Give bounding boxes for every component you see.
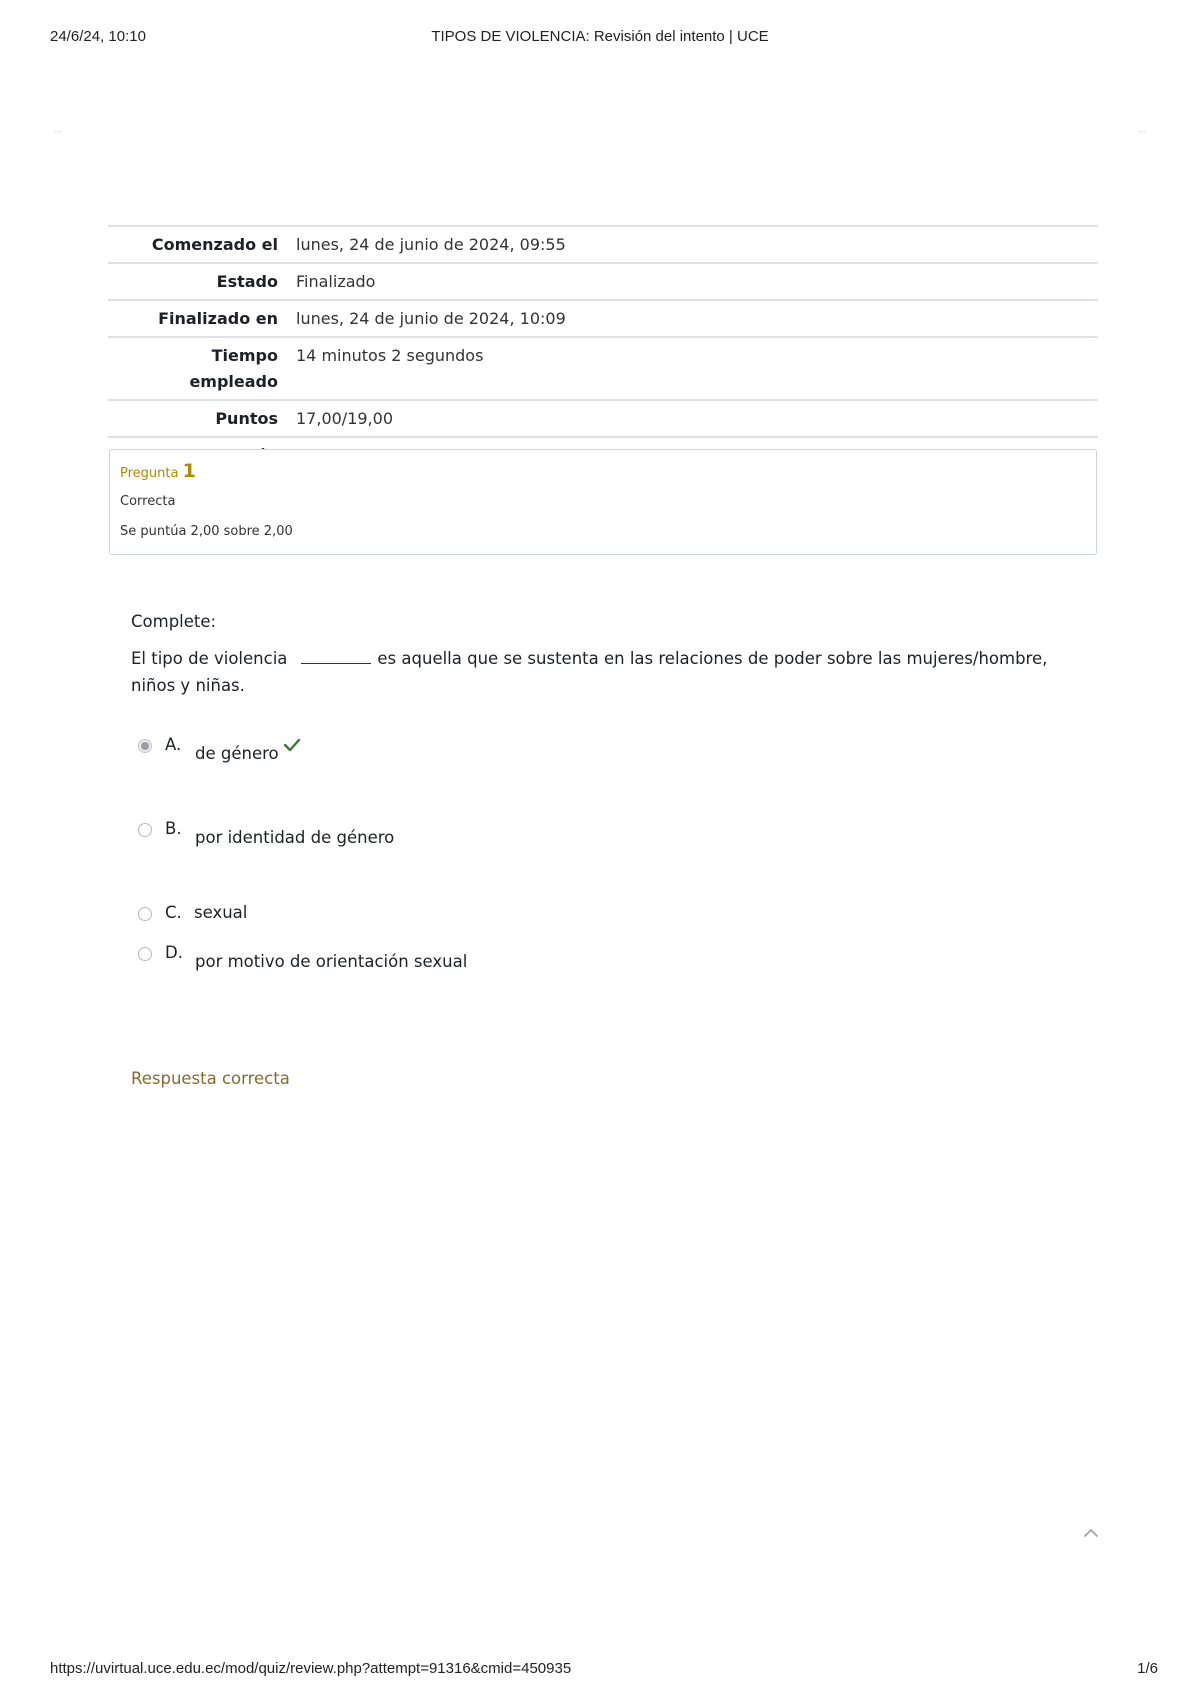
summary-label: Finalizado en [158,309,278,328]
summary-label: Estado [216,272,278,291]
summary-row-points [108,400,1098,437]
print-datetime: 24/6/24, 10:10 [50,28,146,45]
summary-value: lunes, 24 de junio de 2024, 09:55 [296,235,566,254]
radio-button[interactable] [138,907,152,921]
question-text: El tipo de violencia es aquella que se sustenta en las relaciones de poder sobre las mujeres/hombre, niños y niñas. [131,649,1048,695]
question-grade: Se puntúa 2,00 sobre 2,00 [120,524,293,539]
print-url: https://uvirtual.uce.edu.ec/mod/quiz/review.php?attempt=91316&cmid=450935 [50,1660,572,1677]
radio-button[interactable] [138,739,152,753]
answer-blank [301,651,371,664]
summary-value: Finalizado [296,272,376,291]
question-info-box [109,449,1097,555]
option-letter: C. [165,903,182,922]
summary-row-started [108,226,1098,263]
question-number: Pregunta 1 [120,460,196,482]
option-text: sexual [194,903,248,922]
summary-label: Comenzado el [151,235,278,254]
feedback-text: Respuesta correcta [131,1069,290,1088]
summary-value: lunes, 24 de junio de 2024, 10:09 [296,309,566,328]
option-letter: B. [165,819,182,838]
radio-button[interactable] [138,823,152,837]
question-intro: Complete: [131,612,217,631]
check-icon [283,736,301,757]
option-letter: D. [165,943,183,962]
option-letter: A. [165,735,182,754]
summary-label: Tiempo empleado [189,346,278,391]
option-text: de género [195,744,279,763]
question-state: Correcta [120,494,176,509]
option-text: por identidad de género [195,828,395,847]
summary-row-completed [108,300,1098,337]
summary-label: Puntos [215,409,278,428]
summary-value: 14 minutos 2 segundos [296,346,484,365]
attempt-summary-table [108,225,1098,473]
corner-mark-left [54,131,62,132]
print-page-number: 1/6 [1137,1660,1158,1677]
option-text: por motivo de orientación sexual [195,952,468,971]
radio-button[interactable] [138,947,152,961]
summary-row-state [108,263,1098,300]
print-title: TIPOS DE VIOLENCIA: Revisión del intento | UCE [431,28,769,45]
summary-row-time [108,337,1098,400]
chevron-up-icon[interactable] [1083,1525,1099,1541]
corner-mark-right [1138,131,1146,132]
summary-value: 17,00/19,00 [296,409,393,428]
